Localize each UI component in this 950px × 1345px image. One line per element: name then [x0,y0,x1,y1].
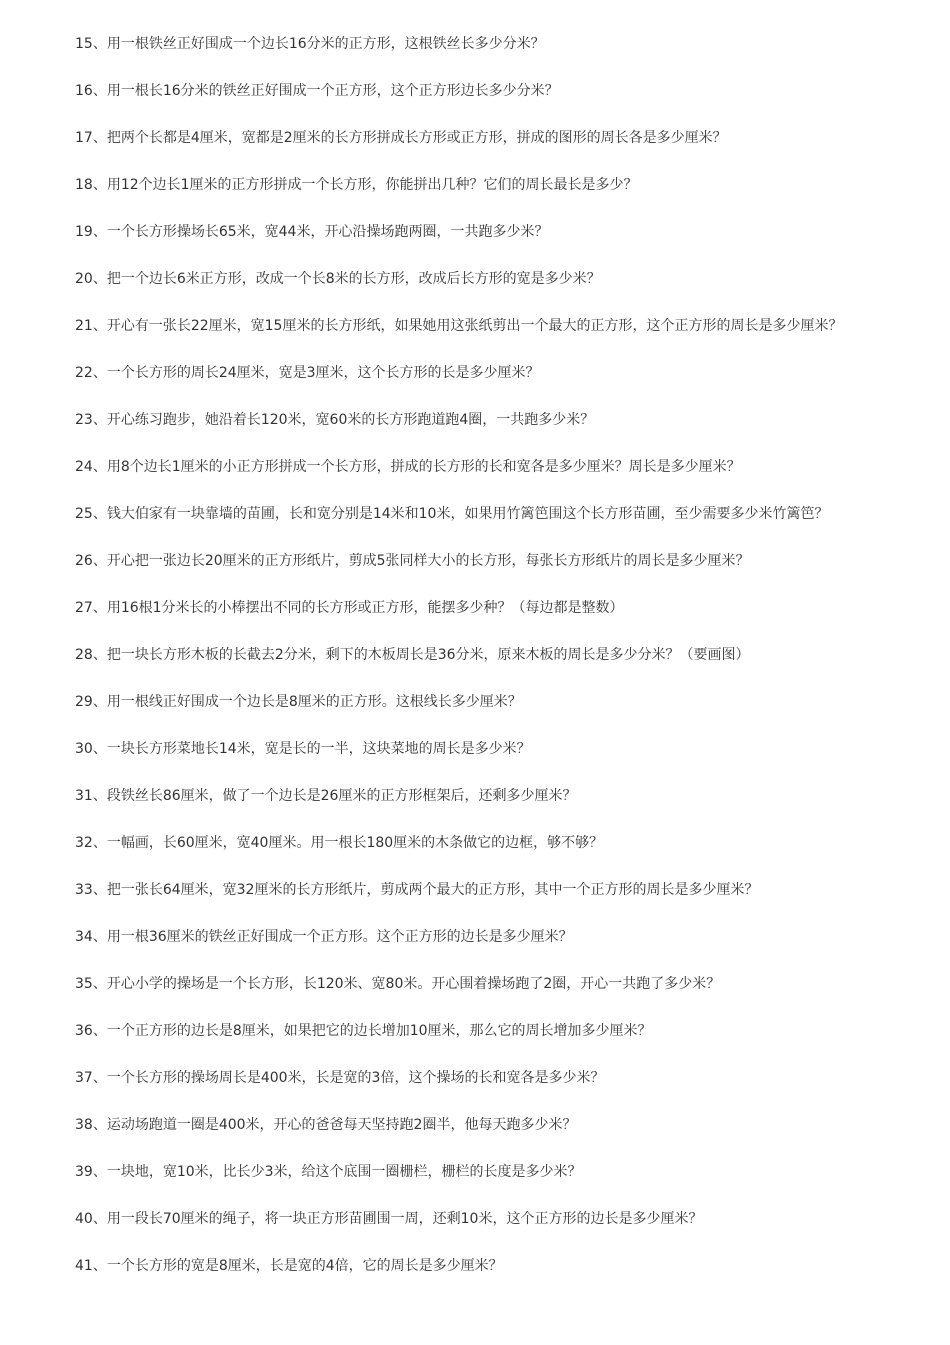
question-25: 25、钱大伯家有一块靠墙的苗圃，长和宽分别是14米和10米，如果用竹篱笆围这个长方形苗圃，至少需要多少米竹篱笆？ [75,506,829,522]
question-19: 19、一个长方形操场长65米，宽44米，开心沿操场跑两圈，一共跑多少米？ [75,224,549,240]
question-30: 30、一块长方形菜地长14米，宽是长的一半，这块菜地的周长是多少米？ [75,741,531,757]
question-18: 18、用12个边长1厘米的正方形拼成一个长方形，你能拼出几种？它们的周长最长是多少？ [75,177,638,193]
question-41: 41、一个长方形的宽是8厘米，长是宽的4倍，它的周长是多少厘米？ [75,1258,503,1274]
question-16: 16、用一根长16分米的铁丝正好围成一个正方形，这个正方形边长多少分米？ [75,83,559,99]
question-20: 20、把一个边长6米正方形，改成一个长8米的长方形，改成后长方形的宽是多少米？ [75,271,601,287]
question-40: 40、用一段长70厘米的绳子，将一块正方形苗圃围一周，还剩10米，这个正方形的边长是多少厘米？ [75,1211,703,1227]
question-27: 27、用16根1分米长的小棒摆出不同的长方形或正方形，能摆多少种？（每边都是整数） [75,600,624,616]
question-39: 39、一块地，宽10米，比长少3米，给这个底围一圈栅栏，栅栏的长度是多少米？ [75,1164,582,1180]
question-17: 17、把两个长都是4厘米，宽都是2厘米的长方形拼成长方形或正方形，拼成的图形的周长各是多少厘米？ [75,130,727,146]
question-34: 34、用一根36厘米的铁丝正好围成一个正方形。这个正方形的边长是多少厘米？ [75,929,573,945]
question-24: 24、用8个边长1厘米的小正方形拼成一个长方形，拼成的长方形的长和宽各是多少厘米？周长是多少厘米？ [75,459,741,475]
question-32: 32、一幅画，长60厘米，宽40厘米。用一根长180厘米的木条做它的边框，够不够？ [75,835,604,851]
question-26: 26、开心把一张边长20厘米的正方形纸片，剪成5张同样大小的长方形，每张长方形纸片的周长是多少厘米？ [75,553,750,569]
question-23: 23、开心练习跑步，她沿着长120米，宽60米的长方形跑道跑4圈，一共跑多少米？ [75,412,595,428]
question-31: 31、段铁丝长86厘米，做了一个边长是26厘米的正方形框架后，还剩多少厘米？ [75,788,577,804]
question-35: 35、开心小学的操场是一个长方形，长120米、宽80米。开心围着操场跑了2圈，开心一共跑了多少米？ [75,976,721,992]
question-38: 38、运动场跑道一圈是400米，开心的爸爸每天坚持跑2圈半，他每天跑多少米？ [75,1117,577,1133]
question-22: 22、一个长方形的周长24厘米，宽是3厘米，这个长方形的长是多少厘米？ [75,365,540,381]
question-28: 28、把一块长方形木板的长截去2分米，剩下的木板周长是36分米，原来木板的周长是多少分米？（要画图） [75,647,750,663]
question-15: 15、用一根铁丝正好围成一个边长16分米的正方形，这根铁丝长多少分米？ [75,36,545,52]
question-21: 21、开心有一张长22厘米，宽15厘米的长方形纸，如果她用这张纸剪出一个最大的正方形，这个正方形的周长是多少厘米？ [75,318,843,334]
question-37: 37、一个长方形的操场周长是400米，长是宽的3倍，这个操场的长和宽各是多少米？ [75,1070,605,1086]
question-list [75,33,875,1302]
question-36: 36、一个正方形的边长是8厘米，如果把它的边长增加10厘米，那么它的周长增加多少厘米？ [75,1023,652,1039]
question-33: 33、把一张长64厘米，宽32厘米的长方形纸片，剪成两个最大的正方形，其中一个正方形的周长是多少厘米？ [75,882,759,898]
question-29: 29、用一根线正好围成一个边长是8厘米的正方形。这根线长多少厘米？ [75,694,522,710]
